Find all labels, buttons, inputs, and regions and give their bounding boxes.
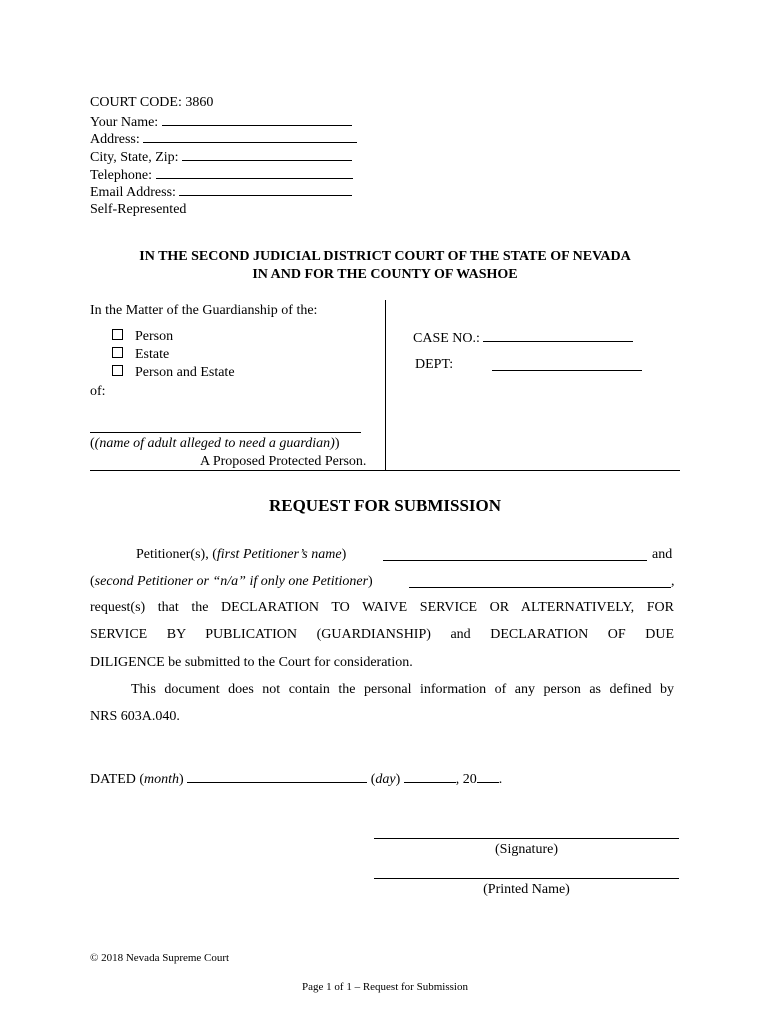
checkbox-estate[interactable] xyxy=(112,347,123,358)
option-estate-label: Estate xyxy=(135,347,170,362)
body-line-5: DILIGENCE be submitted to the Court for consideration. xyxy=(90,655,413,670)
telephone-label: Telephone: xyxy=(90,168,152,183)
petitioner-line xyxy=(136,546,346,564)
city-state-zip-field[interactable] xyxy=(182,147,352,161)
court-heading-line2: IN AND FOR THE COUNTY OF WASHOE xyxy=(252,267,518,282)
copyright: © 2018 Nevada Supreme Court xyxy=(90,952,230,964)
self-represented: Self-Represented xyxy=(90,202,187,217)
second-petitioner-hint-text: second Petitioner or “n/a” if only one Petitioner xyxy=(94,574,369,589)
telephone-field[interactable] xyxy=(156,165,353,179)
first-petitioner-field[interactable] xyxy=(383,560,647,561)
and-word: and xyxy=(652,547,673,562)
caption-bottom-rule xyxy=(90,470,680,471)
email-row xyxy=(90,182,352,202)
page-footer: Page 1 of 1 – Request for Submission xyxy=(302,981,468,993)
checkbox-person-and-estate[interactable] xyxy=(112,365,123,376)
body-line-6: This document does not contain the personal information of any person as defined by xyxy=(131,682,674,697)
of-label: of: xyxy=(90,384,106,399)
court-code: COURT CODE: 3860 xyxy=(90,95,214,110)
year-field[interactable] xyxy=(477,769,499,783)
checkbox-person[interactable] xyxy=(112,329,123,340)
petitioner-close-paren: ) xyxy=(341,547,347,562)
day-field[interactable] xyxy=(404,769,456,783)
dated-line: DATED (month) (day) , 20 . xyxy=(90,769,502,789)
adult-name-note-text: (name of adult alleged to need a guardian) xyxy=(94,436,335,451)
second-petitioner-field[interactable] xyxy=(409,587,671,588)
first-petitioner-hint: first Petitioner’s name xyxy=(216,547,342,562)
dated-label: DATED ( xyxy=(90,772,145,787)
document-title: REQUEST FOR SUBMISSION xyxy=(268,496,502,515)
comma: , xyxy=(671,574,675,589)
printed-name-line[interactable] xyxy=(374,878,679,879)
body-line-4: SERVICE BY PUBLICATION (GUARDIANSHIP) and DECLARATION OF DUE xyxy=(90,627,674,642)
petitioner-prefix: Petitioner(s), ( xyxy=(136,547,217,562)
option-person[interactable] xyxy=(112,328,173,346)
signature-line[interactable] xyxy=(374,838,679,839)
your-name-label: Your Name: xyxy=(90,115,159,130)
matter-text: In the Matter of the Guardianship of the: xyxy=(90,303,318,318)
month-hint: month xyxy=(144,772,180,787)
case-no-row xyxy=(413,328,633,348)
year-prefix: 20 xyxy=(462,772,477,787)
case-no-label: CASE NO.: xyxy=(413,331,480,346)
email-field[interactable] xyxy=(179,182,352,196)
signature-label: (Signature) xyxy=(495,842,558,857)
dept-field[interactable] xyxy=(492,370,642,371)
caption-divider xyxy=(385,300,386,470)
address-field[interactable] xyxy=(143,129,357,143)
address-label: Address: xyxy=(90,132,140,147)
case-no-field[interactable] xyxy=(483,328,633,342)
second-petitioner-hint: (second Petitioner or “n/a” if only one Petitioner) xyxy=(90,574,373,589)
option-person-and-estate-label: Person and Estate xyxy=(135,365,235,380)
proposed-protected-person: A Proposed Protected Person. xyxy=(200,454,367,469)
option-estate[interactable] xyxy=(112,346,169,364)
option-person-and-estate[interactable] xyxy=(112,364,235,382)
printed-name-label: (Printed Name) xyxy=(483,882,570,897)
option-person-label: Person xyxy=(135,329,174,344)
month-field[interactable] xyxy=(187,769,367,783)
court-heading-line1: IN THE SECOND JUDICIAL DISTRICT COURT OF THE STATE OF NEVADA xyxy=(139,249,631,264)
dept-label: DEPT: xyxy=(415,357,454,372)
body-line-7: NRS 603A.040. xyxy=(90,709,180,724)
adult-name-line[interactable] xyxy=(90,432,361,433)
email-label: Email Address: xyxy=(90,185,176,200)
city-state-zip-row xyxy=(90,147,352,167)
address-row xyxy=(90,129,357,149)
your-name-field[interactable] xyxy=(162,112,352,126)
day-hint: day xyxy=(375,772,396,787)
adult-name-note: ((name of adult alleged to need a guardian)) xyxy=(90,436,340,451)
body-line-3: request(s) that the DECLARATION TO WAIVE SERVICE OR ALTERNATIVELY, FOR xyxy=(90,600,674,615)
city-state-zip-label: City, State, Zip: xyxy=(90,150,179,165)
